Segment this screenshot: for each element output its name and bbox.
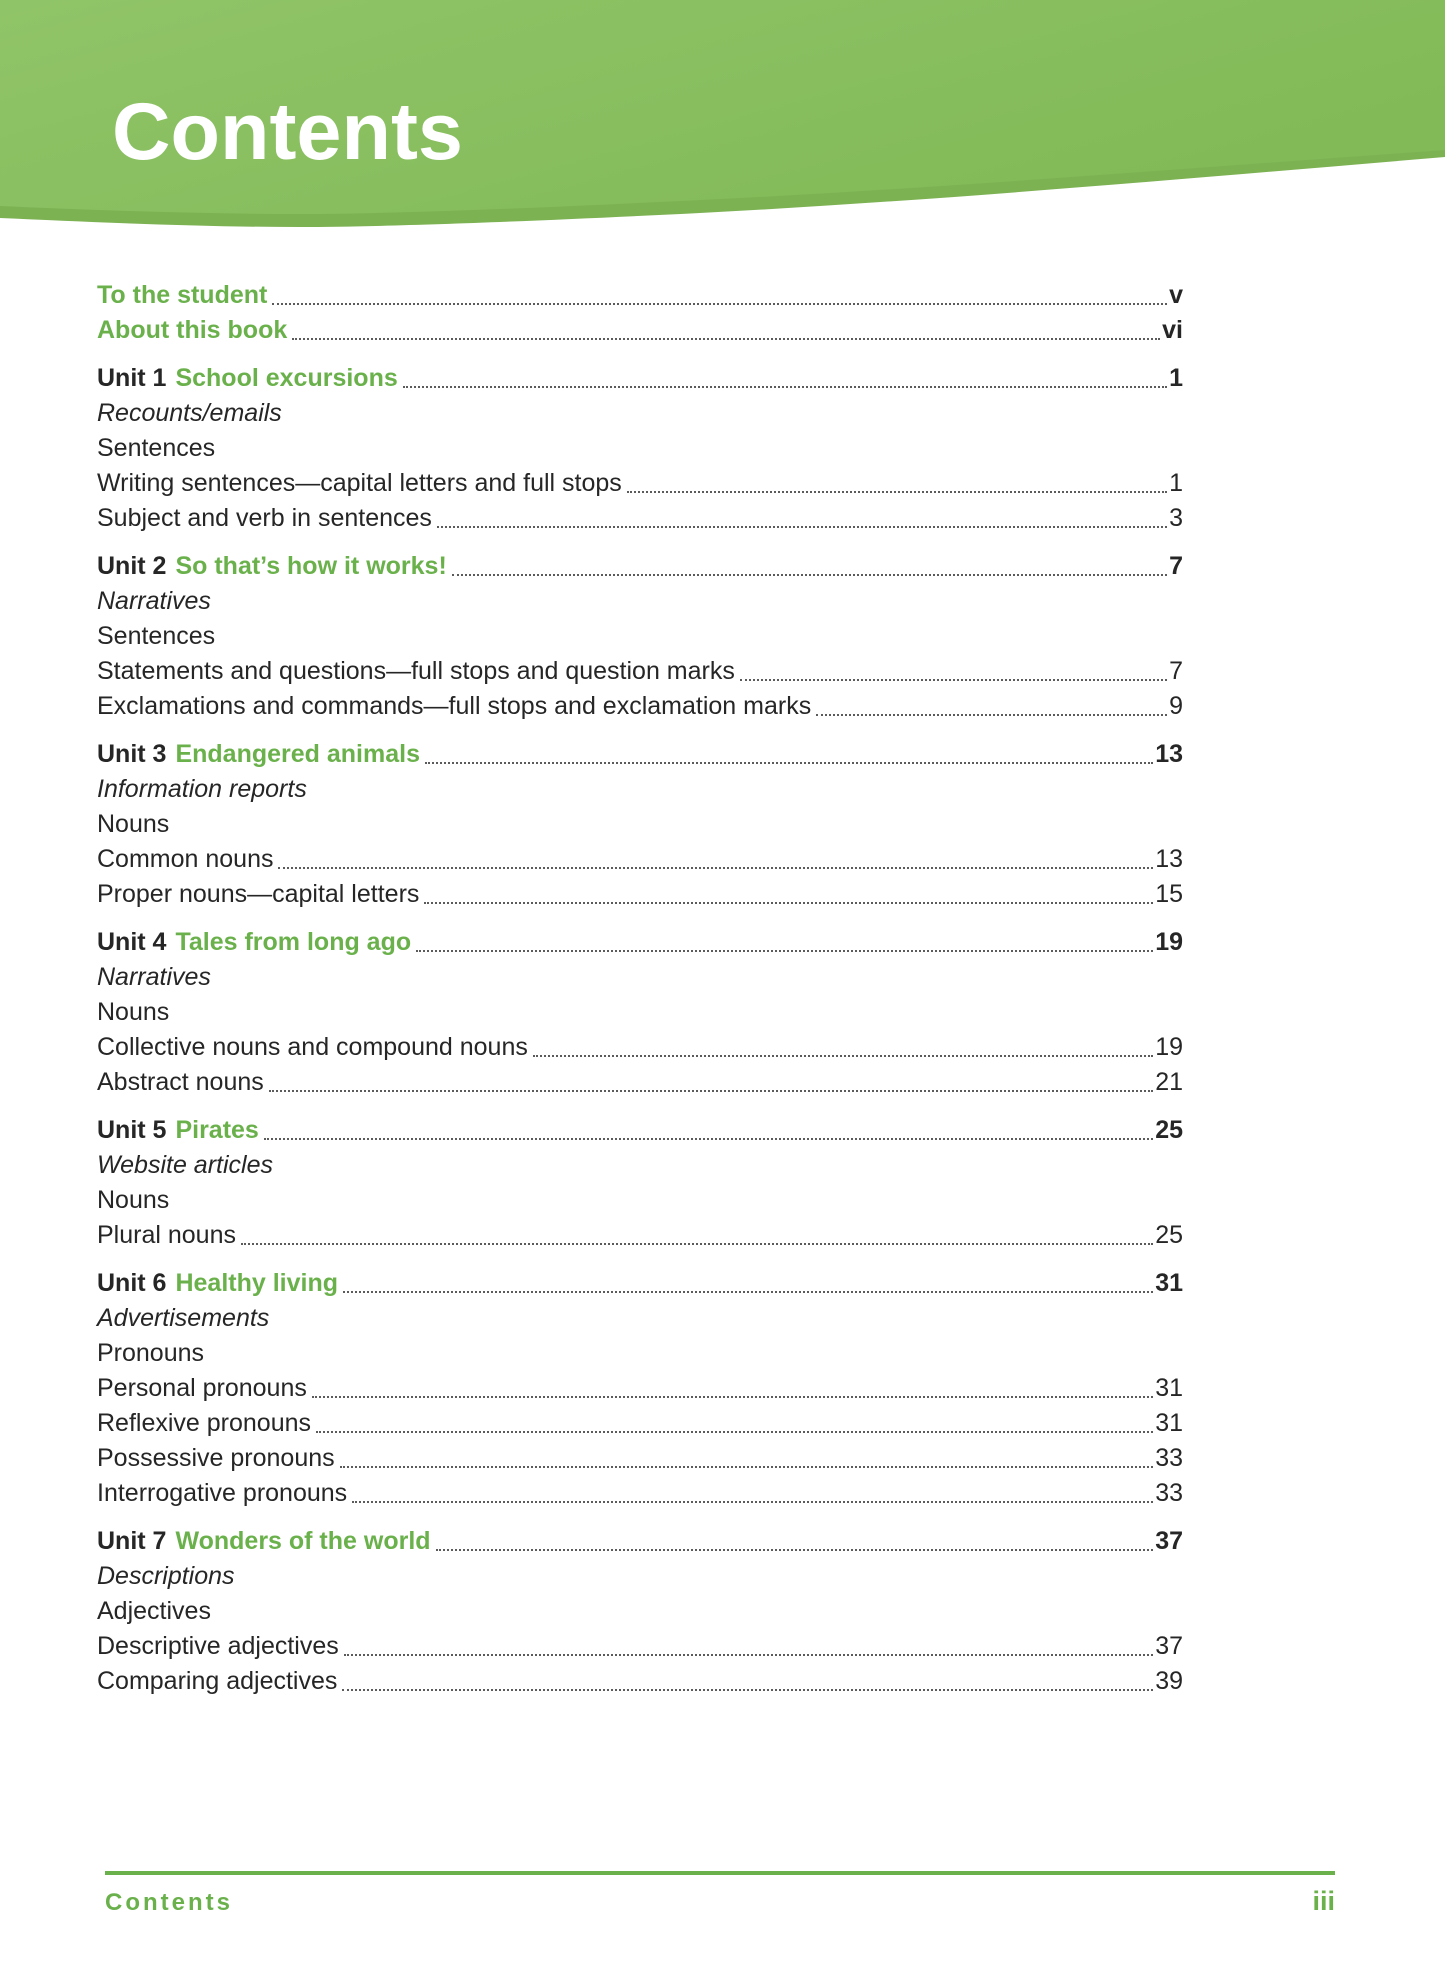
- unit-genre-row: [97, 396, 1183, 431]
- toc-entry-row: [97, 842, 1183, 877]
- unit-heading-row-6: [97, 1266, 1183, 1301]
- genre-label: Narratives: [97, 587, 211, 615]
- page-number: 31: [1155, 1374, 1183, 1402]
- genre-label: Information reports: [97, 775, 307, 803]
- entry-label: Possessive pronouns: [97, 1444, 335, 1472]
- topic-label: Nouns: [97, 810, 170, 838]
- unit-topic-row: [97, 1183, 1183, 1218]
- dot-leader: [416, 950, 1153, 952]
- unit-heading-row-5: [97, 1113, 1183, 1148]
- unit-title-label: Healthy living: [175, 1269, 338, 1297]
- unit-genre-row: [97, 960, 1183, 995]
- topic-label: Nouns: [97, 1186, 170, 1214]
- page-number: 19: [1155, 1033, 1183, 1061]
- page-number: 25: [1155, 1116, 1183, 1144]
- page-number: 39: [1155, 1667, 1183, 1695]
- front-matter-label: To the student: [97, 281, 268, 309]
- page-number: 15: [1155, 880, 1183, 908]
- unit-heading-row-7: [97, 1524, 1183, 1559]
- page-number: 21: [1155, 1068, 1183, 1096]
- genre-label: Recounts/emails: [97, 399, 282, 427]
- page-number: 7: [1169, 552, 1183, 580]
- dot-leader: [816, 714, 1167, 716]
- dot-leader: [425, 762, 1153, 764]
- dot-leader: [343, 1291, 1153, 1293]
- page-number: 37: [1155, 1527, 1183, 1555]
- unit-title-label: Tales from long ago: [175, 928, 412, 956]
- page-number: 25: [1155, 1221, 1183, 1249]
- dot-leader: [342, 1689, 1153, 1691]
- unit-title-label: So that’s how it works!: [175, 552, 447, 580]
- page-number: 31: [1155, 1409, 1183, 1437]
- unit-topic-row: [97, 431, 1183, 466]
- unit-topic-row: [97, 807, 1183, 842]
- unit-heading-row-3: [97, 737, 1183, 772]
- unit-heading-row-1: [97, 361, 1183, 396]
- page-title: Contents: [112, 87, 463, 177]
- toc-entry-row: [97, 1371, 1183, 1406]
- page-number: 31: [1155, 1269, 1183, 1297]
- page-number: vi: [1162, 316, 1183, 344]
- page-number: 9: [1169, 692, 1183, 720]
- page-number: 3: [1169, 504, 1183, 532]
- page-number: 1: [1169, 469, 1183, 497]
- entry-label: Personal pronouns: [97, 1374, 307, 1402]
- genre-label: Narratives: [97, 963, 211, 991]
- front-matter-row: [97, 278, 1183, 313]
- toc-list: [97, 278, 1183, 1699]
- topic-label: Nouns: [97, 998, 170, 1026]
- unit-genre-row: [97, 772, 1183, 807]
- page-number: 33: [1155, 1444, 1183, 1472]
- unit-title-label: Pirates: [175, 1116, 259, 1144]
- dot-leader: [352, 1501, 1153, 1503]
- entry-label: Plural nouns: [97, 1221, 236, 1249]
- toc-entry-row: [97, 1441, 1183, 1476]
- dot-leader: [424, 902, 1153, 904]
- unit-number-label: Unit 4: [97, 928, 167, 956]
- entry-label: Comparing adjectives: [97, 1667, 338, 1695]
- footer-page-number: iii: [1312, 1886, 1335, 1916]
- entry-label: Collective nouns and compound nouns: [97, 1033, 528, 1061]
- dot-leader: [403, 386, 1167, 388]
- unit-title-label: School excursions: [175, 364, 398, 392]
- unit-number-label: Unit 5: [97, 1116, 167, 1144]
- dot-leader: [269, 1090, 1153, 1092]
- page-number: 37: [1155, 1632, 1183, 1660]
- entry-label: Descriptive adjectives: [97, 1632, 339, 1660]
- toc-entry-row: [97, 501, 1183, 536]
- unit-topic-row: [97, 1336, 1183, 1371]
- entry-label: Reflexive pronouns: [97, 1409, 312, 1437]
- unit-heading-row-4: [97, 925, 1183, 960]
- unit-number-label: Unit 3: [97, 740, 167, 768]
- dot-leader: [740, 679, 1167, 681]
- toc-entry-row: [97, 1218, 1183, 1253]
- page-number: 13: [1155, 740, 1183, 768]
- unit-title-label: Wonders of the world: [175, 1527, 431, 1555]
- dot-leader: [241, 1243, 1153, 1245]
- toc-entry-row: [97, 654, 1183, 689]
- genre-label: Website articles: [97, 1151, 273, 1179]
- footer-rule: [105, 1871, 1335, 1875]
- toc-entry-row: [97, 689, 1183, 724]
- toc-entry-row: [97, 877, 1183, 912]
- unit-genre-row: [97, 1148, 1183, 1183]
- toc-entry-row: [97, 1476, 1183, 1511]
- entry-label: Subject and verb in sentences: [97, 504, 432, 532]
- toc-entry-row: [97, 1664, 1183, 1699]
- entry-label: Proper nouns—capital letters: [97, 880, 420, 908]
- unit-topic-row: [97, 995, 1183, 1030]
- page-number: 13: [1155, 845, 1183, 873]
- dot-leader: [533, 1055, 1153, 1057]
- front-matter-label: About this book: [97, 316, 288, 344]
- dot-leader: [264, 1138, 1153, 1140]
- dot-leader: [340, 1466, 1154, 1468]
- unit-number-label: Unit 7: [97, 1527, 167, 1555]
- genre-label: Advertisements: [97, 1304, 270, 1332]
- dot-leader: [316, 1431, 1153, 1433]
- entry-label: Abstract nouns: [97, 1068, 264, 1096]
- toc-entry-row: [97, 1406, 1183, 1441]
- unit-number-label: Unit 1: [97, 364, 167, 392]
- unit-number-label: Unit 6: [97, 1269, 167, 1297]
- dot-leader: [278, 867, 1153, 869]
- dot-leader: [436, 1549, 1154, 1551]
- page-number: v: [1169, 281, 1183, 309]
- unit-number-label: Unit 2: [97, 552, 167, 580]
- unit-genre-row: [97, 1559, 1183, 1594]
- unit-title-label: Endangered animals: [175, 740, 420, 768]
- toc-entry-row: [97, 1629, 1183, 1664]
- dot-leader: [437, 526, 1167, 528]
- dot-leader: [312, 1396, 1153, 1398]
- topic-label: Sentences: [97, 434, 216, 462]
- toc-entry-row: [97, 466, 1183, 501]
- entry-label: Interrogative pronouns: [97, 1479, 348, 1507]
- toc-entry-row: [97, 1065, 1183, 1100]
- entry-label: Exclamations and commands—full stops and exclamation marks: [97, 692, 812, 720]
- entry-label: Writing sentences—capital letters and full stops: [97, 469, 622, 497]
- topic-label: Adjectives: [97, 1597, 211, 1625]
- entry-label: Statements and questions—full stops and question marks: [97, 657, 735, 685]
- unit-genre-row: [97, 584, 1183, 619]
- dot-leader: [627, 491, 1167, 493]
- page-number: 7: [1169, 657, 1183, 685]
- topic-label: Pronouns: [97, 1339, 205, 1367]
- page-number: 33: [1155, 1479, 1183, 1507]
- front-matter-row: [97, 313, 1183, 348]
- topic-label: Sentences: [97, 622, 216, 650]
- genre-label: Descriptions: [97, 1562, 235, 1590]
- page-number: 1: [1169, 364, 1183, 392]
- unit-topic-row: [97, 1594, 1183, 1629]
- dot-leader: [452, 574, 1167, 576]
- entry-label: Common nouns: [97, 845, 274, 873]
- page-number: 19: [1155, 928, 1183, 956]
- unit-heading-row-2: [97, 549, 1183, 584]
- dot-leader: [292, 338, 1160, 340]
- toc-entry-row: [97, 1030, 1183, 1065]
- dot-leader: [344, 1654, 1153, 1656]
- dot-leader: [272, 303, 1167, 305]
- unit-topic-row: [97, 619, 1183, 654]
- unit-genre-row: [97, 1301, 1183, 1336]
- footer-section-label: Contents: [105, 1889, 233, 1916]
